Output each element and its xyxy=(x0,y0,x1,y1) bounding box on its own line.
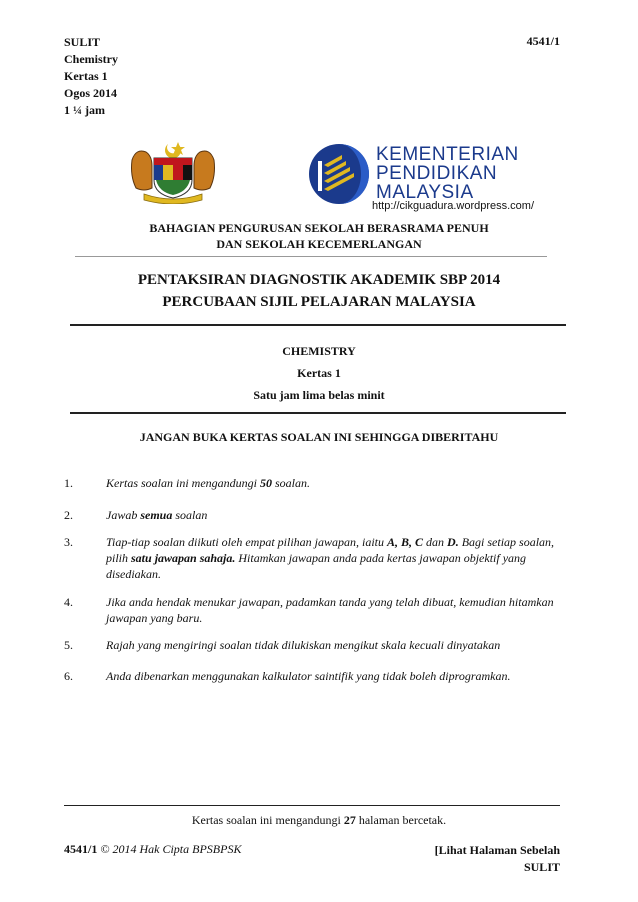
footer-next-page: [Lihat Halaman Sebelah xyxy=(434,843,560,857)
subject-duration: Satu jam lima belas minit xyxy=(253,388,385,402)
source-url[interactable]: http://cikguadura.wordpress.com/ xyxy=(372,200,535,212)
divider-thick-1 xyxy=(70,324,566,326)
instruction-number: 3. xyxy=(64,535,73,549)
footer-copyright: 4541/1 © 2014 Hak Cipta BPSBPSK xyxy=(64,842,242,856)
instruction-6: 6. Anda dibenarkan menggunakan kalkulator saintifik yang tidak boleh diprogramkan. xyxy=(64,669,511,683)
ministry-line1: KEMENTERIAN xyxy=(376,144,519,165)
ministry-line3: MALAYSIA xyxy=(376,182,474,203)
warning-text: JANGAN BUKA KERTAS SOALAN INI SEHINGGA DIBERITAHU xyxy=(139,430,499,444)
subject-name: CHEMISTRY xyxy=(282,344,356,358)
header-subject: Chemistry xyxy=(64,52,118,66)
instruction-number: 1. xyxy=(64,476,73,490)
ministry-logo-icon xyxy=(308,143,370,205)
malaysia-coat-of-arms-icon xyxy=(128,140,218,204)
exam-title-line1: PENTAKSIRAN DIAGNOSTIK AKADEMIK SBP 2014 xyxy=(137,272,501,288)
division-title xyxy=(0,220,638,252)
instruction-1: 1. Kertas soalan ini mengandungi 50 soalan. xyxy=(64,476,311,490)
instruction-number: 2. xyxy=(64,508,73,522)
footer-divider xyxy=(64,805,560,806)
exam-title xyxy=(0,269,638,313)
subject-paper: Kertas 1 xyxy=(297,366,341,380)
instruction-3: 3. Tiap-tiap soalan diikuti oleh empat pilihan jawapan, iaitu A, B, C dan D. Bagi setiap soalan, pilih satu jawapan sahaja. Hitamkan jawapan anda pada kertas jawapan objektif yang disediakan. xyxy=(64,535,555,581)
instruction-5: 5. Rajah yang mengiringi soalan tidak dilukiskan mengikut skala kecuali dinyatakan xyxy=(64,638,501,652)
division-line2: DAN SEKOLAH KECEMERLANGAN xyxy=(216,237,422,251)
exam-title-line2: PERCUBAAN SIJIL PELAJARAN MALAYSIA xyxy=(162,294,476,310)
header-block xyxy=(64,34,118,119)
footer-page-count: Kertas soalan ini mengandungi 27 halaman bercetak. xyxy=(191,813,447,827)
footer-status: SULIT xyxy=(523,860,560,874)
divider-thin xyxy=(75,256,547,257)
header-paper: Kertas 1 xyxy=(64,69,108,83)
subject-block xyxy=(0,340,638,406)
instruction-number: 6. xyxy=(64,669,73,683)
instruction-number: 4. xyxy=(64,595,73,609)
ministry-line2: PENDIDIKAN xyxy=(376,163,498,184)
header-date: Ogos 2014 xyxy=(64,86,118,100)
division-line1: BAHAGIAN PENGURUSAN SEKOLAH BERASRAMA PENUH xyxy=(149,221,489,235)
header-status: SULIT xyxy=(64,35,101,49)
instruction-number: 5. xyxy=(64,638,73,652)
footer-right xyxy=(435,842,560,876)
header-code: 4541/1 xyxy=(526,34,560,48)
instruction-4: 4. Jika anda hendak menukar jawapan, padamkan tanda yang telah dibuat, kemudian hitamkan jawapan yang baru. xyxy=(64,595,554,625)
header-duration: 1 ¼ jam xyxy=(64,103,105,117)
divider-thick-2 xyxy=(70,412,566,414)
instruction-2: 2. Jawab semua soalan xyxy=(64,508,208,522)
ministry-name xyxy=(376,145,519,202)
